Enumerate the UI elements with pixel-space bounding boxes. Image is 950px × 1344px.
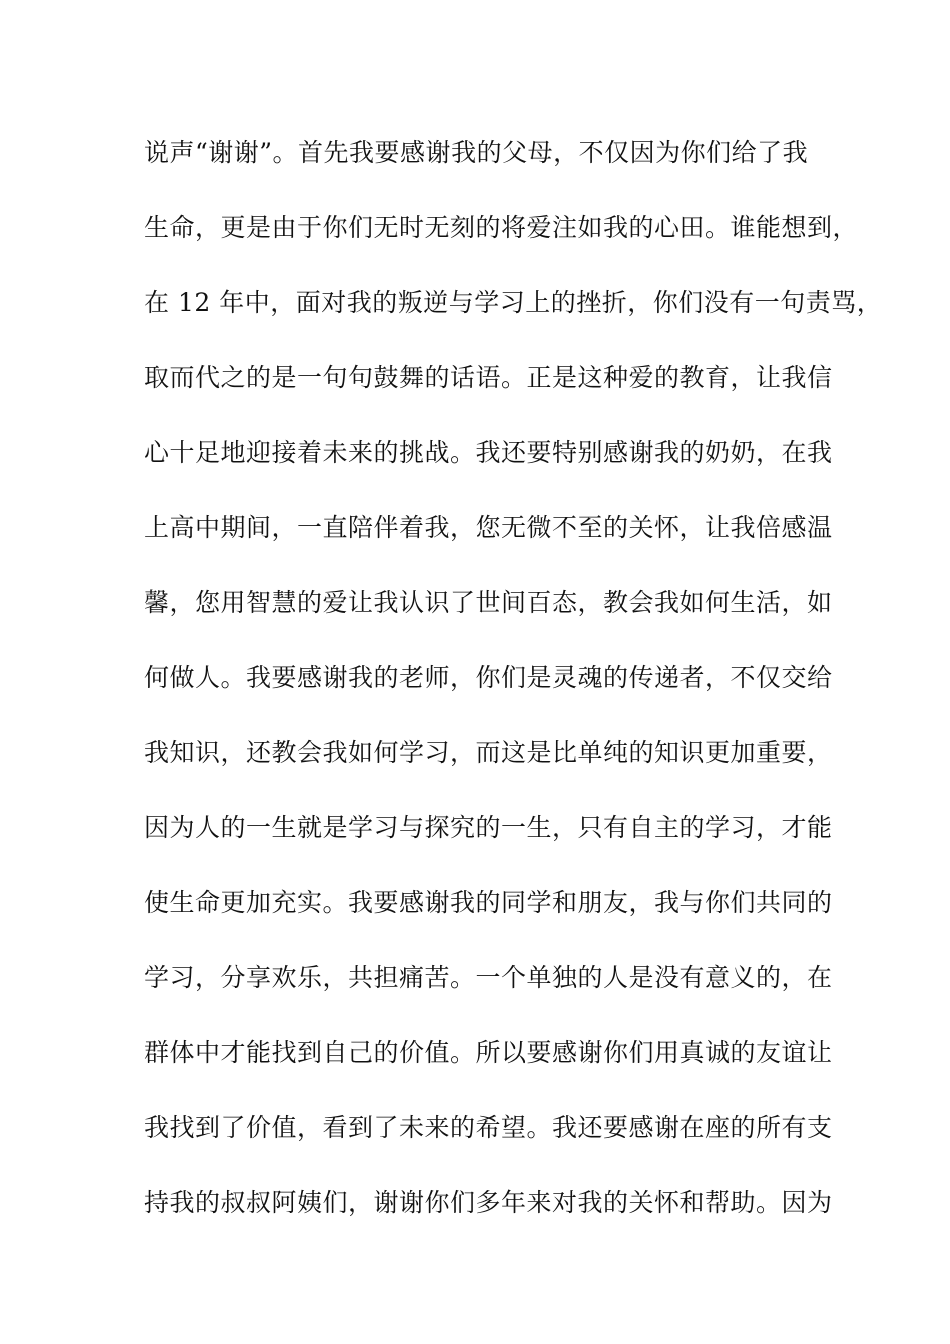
text-line: 上高中期间，一直陪伴着我，您无微不至的关怀，让我倍感温 (144, 513, 833, 542)
text-line: 说声“谢谢”。首先我要感谢我的父母，不仅因为你们给了我 (144, 138, 809, 167)
text-line: 在 12 年中，面对我的叛逆与学习上的挫折，你们没有一句责骂， (144, 288, 883, 317)
text-line: 馨，您用智慧的爱让我认识了世间百态，教会我如何生活，如 (144, 588, 833, 617)
text-line: 心十足地迎接着未来的挑战。我还要特别感谢我的奶奶，在我 (144, 438, 833, 467)
text-line: 群体中才能找到自己的价值。所以要感谢你们用真诚的友谊让 (144, 1038, 833, 1067)
text-line: 持我的叔叔阿姨们，谢谢你们多年来对我的关怀和帮助。因为 (144, 1188, 833, 1217)
text-line: 学习，分享欢乐，共担痛苦。一个单独的人是没有意义的，在 (144, 963, 833, 992)
text-line: 生命，更是由于你们无时无刻的将爱注如我的心田。谁能想到， (144, 213, 859, 242)
text-line: 因为人的一生就是学习与探究的一生，只有自主的学习，才能 (144, 813, 833, 842)
text-line: 我知识，还教会我如何学习，而这是比单纯的知识更加重要， (144, 738, 833, 767)
text-line: 取而代之的是一句句鼓舞的话语。正是这种爱的教育，让我信 (144, 363, 833, 392)
body-text (144, 134, 883, 1259)
text-line: 何做人。我要感谢我的老师，你们是灵魂的传递者，不仅交给 (144, 663, 833, 692)
text-line: 使生命更加充实。我要感谢我的同学和朋友，我与你们共同的 (144, 888, 833, 917)
text-line: 我找到了价值，看到了未来的希望。我还要感谢在座的所有支 (144, 1113, 833, 1142)
